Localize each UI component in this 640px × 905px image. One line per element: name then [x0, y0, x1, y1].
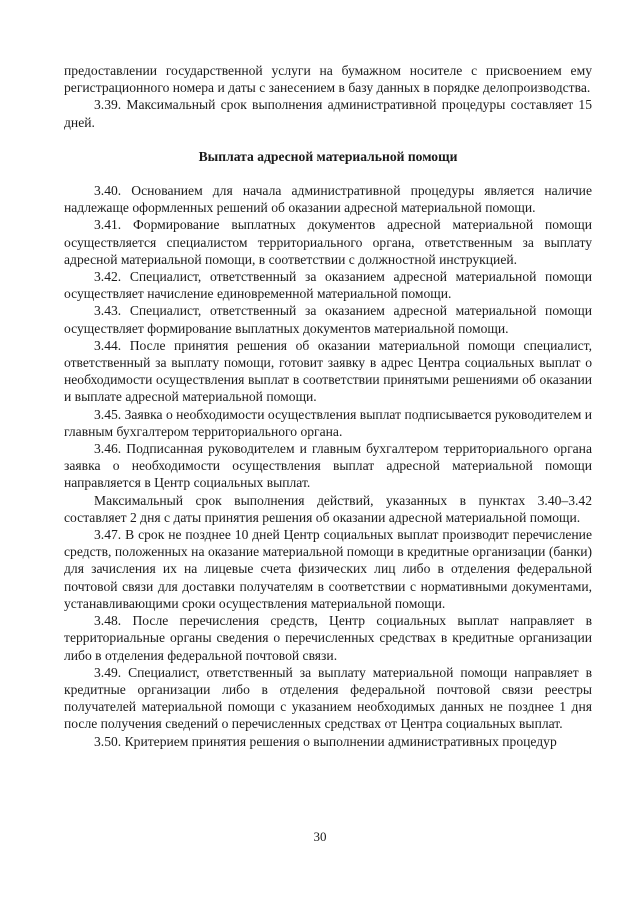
paragraph-3-44: 3.44. После принятия решения об оказании материальной помощи специалист, ответственный за выплату помощи, готовит заявку в адрес Центра социальных выплат о необходимости осуществления выплат в соответствии принятыми решениями об оказании и выплате адресной материальной помощи. [64, 337, 592, 405]
paragraph-3-49: 3.49. Специалист, ответственный за выплату материальной помощи направляет в кредитные организации либо в отделения федеральной почтовой связи реестры получателей материальной помощи с указанием необходимых данных не позднее 1 дня после получения сведений о перечисленных средствах от Центра социальных выплат. [64, 664, 592, 732]
paragraph-max-term: Максимальный срок выполнения действий, указанных в пунктах 3.40–3.42 составляет 2 дня с даты принятия решения об оказании адресной материальной помощи. [64, 492, 592, 525]
paragraph-3-40: 3.40. Основанием для начала административной процедуры является наличие надлежаще оформленных решений об оказании адресной материальной помощи. [64, 183, 592, 216]
paragraph-3-45: 3.45. Заявка о необходимости осуществления выплат подписывается руководителем и главным бухгалтером территориального органа. [64, 406, 592, 439]
document-body [64, 62, 592, 750]
paragraph-3-41: 3.41. Формирование выплатных документов адресной материальной помощи осуществляется специалистом территориального органа, ответственным за выплату адресной материальной помощи, в соответствии с должностной инструкцией. [64, 217, 592, 267]
paragraph-3-42: 3.42. Специалист, ответственный за оказанием адресной материальной помощи осуществляет начисление единовременной материальной помощи. [64, 269, 592, 302]
paragraph-3-43: 3.43. Специалист, ответственный за оказанием адресной материальной помощи осуществляет формирование выплатных документов материальной помощи. [64, 303, 592, 336]
paragraph-3-39: 3.39. Максимальный срок выполнения административной процедуры составляет 15 дней. [64, 97, 592, 130]
paragraph-3-48: 3.48. После перечисления средств, Центр социальных выплат направляет в территориальные органы сведения о перечисленных средствах в кредитные организации либо в отделения федеральной почтовой связи. [64, 613, 592, 663]
paragraph-3-47: 3.47. В срок не позднее 10 дней Центр социальных выплат производит перечисление средств, положенных на оказание материальной помощи в кредитные организации (банки) для зачисления их на лицевые счета физических лиц либо в отделения федеральной почтовой связи для доставки получателям в соответствии с нормативными документами, устанавливающими сроки осуществления материальной помощи. [64, 527, 592, 611]
paragraph-3-46: 3.46. Подписанная руководителем и главным бухгалтером территориального органа заявка о необходимости осуществления выплат адресной материальной помощи направляется в Центр социальных выплат. [64, 441, 592, 491]
paragraph-continuation: предоставлении государственной услуги на бумажном носителе с присвоением ему регистрационного номера и даты с занесением в базу данных в порядке делопроизводства. [64, 63, 592, 96]
section-heading: Выплата адресной материальной помощи [198, 148, 458, 164]
paragraph-3-50: 3.50. Критерием принятия решения о выполнении административных процедур [94, 733, 557, 749]
page-number: 30 [313, 829, 327, 844]
